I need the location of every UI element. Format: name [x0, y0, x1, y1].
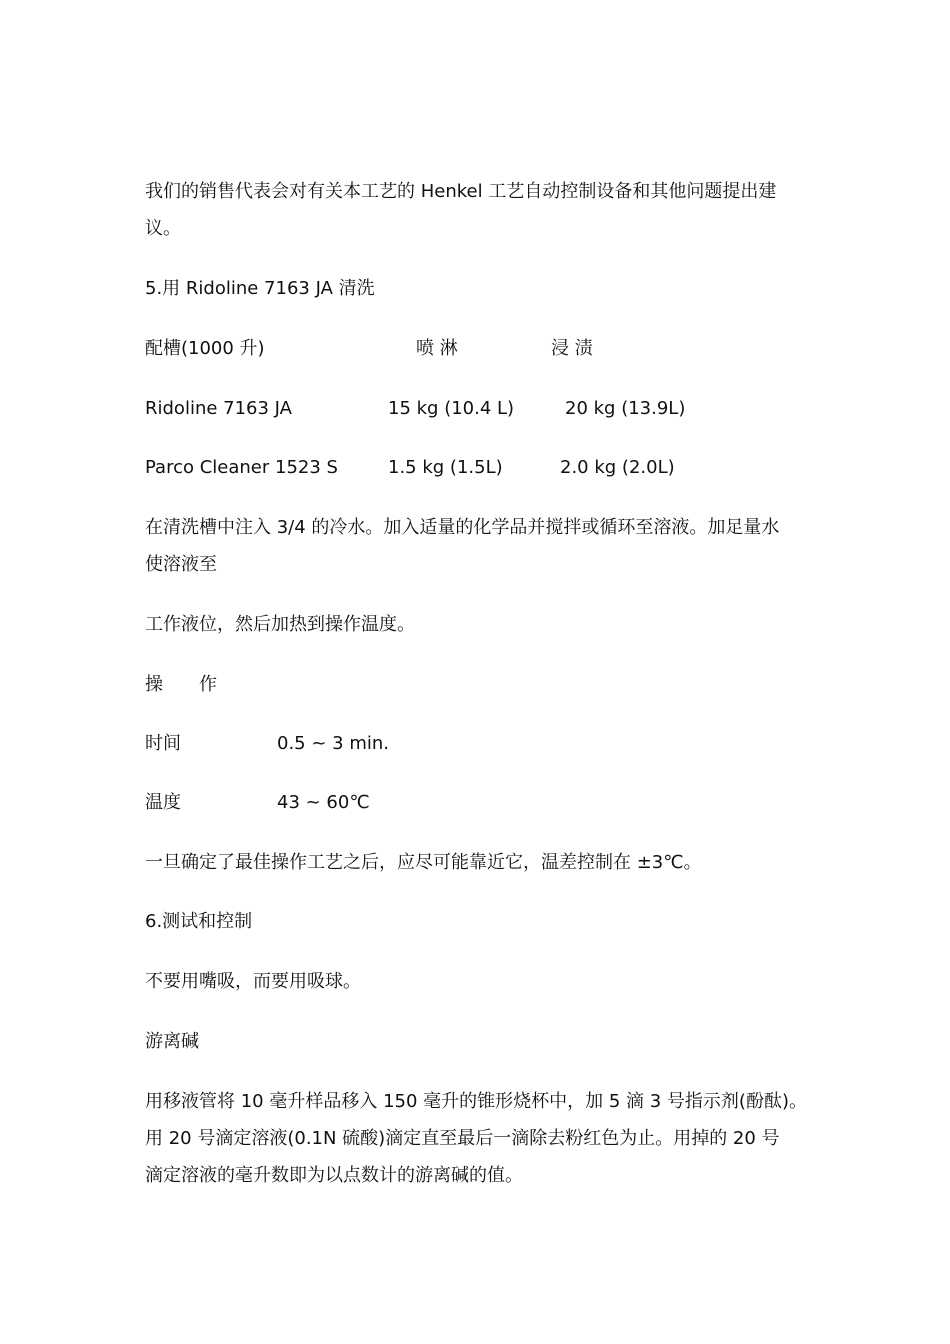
titration-paragraph-line-2: 用 20 号滴定溶液(0.1N 硫酸)滴定直至最后一滴除去粉红色为止。用掉的 20 号 [145, 1128, 780, 1149]
makeup-table-row-dip: 2.0 kg (2.0L) [560, 457, 675, 478]
makeup-table-row-name: Ridoline 7163 JA [145, 398, 292, 419]
free-alkali-heading: 游离碱 [145, 1031, 199, 1052]
tolerance-paragraph: 一旦确定了最佳操作工艺之后，应尽可能靠近它，温差控制在 ±3℃。 [145, 852, 702, 873]
intro-paragraph-line-2: 议。 [145, 218, 181, 239]
procedure-paragraph-line-1: 在清洗槽中注入 3/4 的冷水。加入适量的化学品并搅拌或循环至溶液。加足量水 [145, 517, 780, 538]
intro-paragraph-line-1: 我们的销售代表会对有关本工艺的 Henkel 工艺自动控制设备和其他问题提出建 [145, 181, 777, 202]
titration-paragraph-line-1: 用移液管将 10 毫升样品移入 150 毫升的锥形烧杯中，加 5 滴 3 号指示剂(酚酞)。 [145, 1091, 807, 1112]
safety-note: 不要用嘴吸，而要用吸球。 [145, 971, 361, 992]
param-time-label: 时间 [145, 733, 181, 754]
param-time-value: 0.5 ~ 3 min. [277, 733, 389, 754]
makeup-table-header-spray: 喷 淋 [416, 338, 458, 359]
param-temperature-value: 43 ~ 60℃ [277, 792, 370, 813]
makeup-table-row-spray: 1.5 kg (1.5L) [388, 457, 503, 478]
section-6-heading: 6.测试和控制 [145, 911, 253, 932]
makeup-table-row-name: Parco Cleaner 1523 S [145, 457, 338, 478]
titration-paragraph-line-3: 滴定溶液的毫升数即为以点数计的游离碱的值。 [145, 1165, 523, 1186]
operation-heading: 操 作 [145, 674, 217, 695]
makeup-table-row-dip: 20 kg (13.9L) [565, 398, 686, 419]
section-5-heading: 5.用 Ridoline 7163 JA 清洗 [145, 278, 375, 299]
makeup-table-header-dip: 浸 渍 [551, 338, 593, 359]
makeup-table-header-label: 配槽(1000 升) [145, 338, 265, 359]
makeup-table-row-spray: 15 kg (10.4 L) [388, 398, 515, 419]
procedure-paragraph-line-2: 使溶液至 [145, 554, 217, 575]
param-temperature-label: 温度 [145, 792, 181, 813]
procedure-paragraph-continued: 工作液位，然后加热到操作温度。 [145, 614, 415, 635]
